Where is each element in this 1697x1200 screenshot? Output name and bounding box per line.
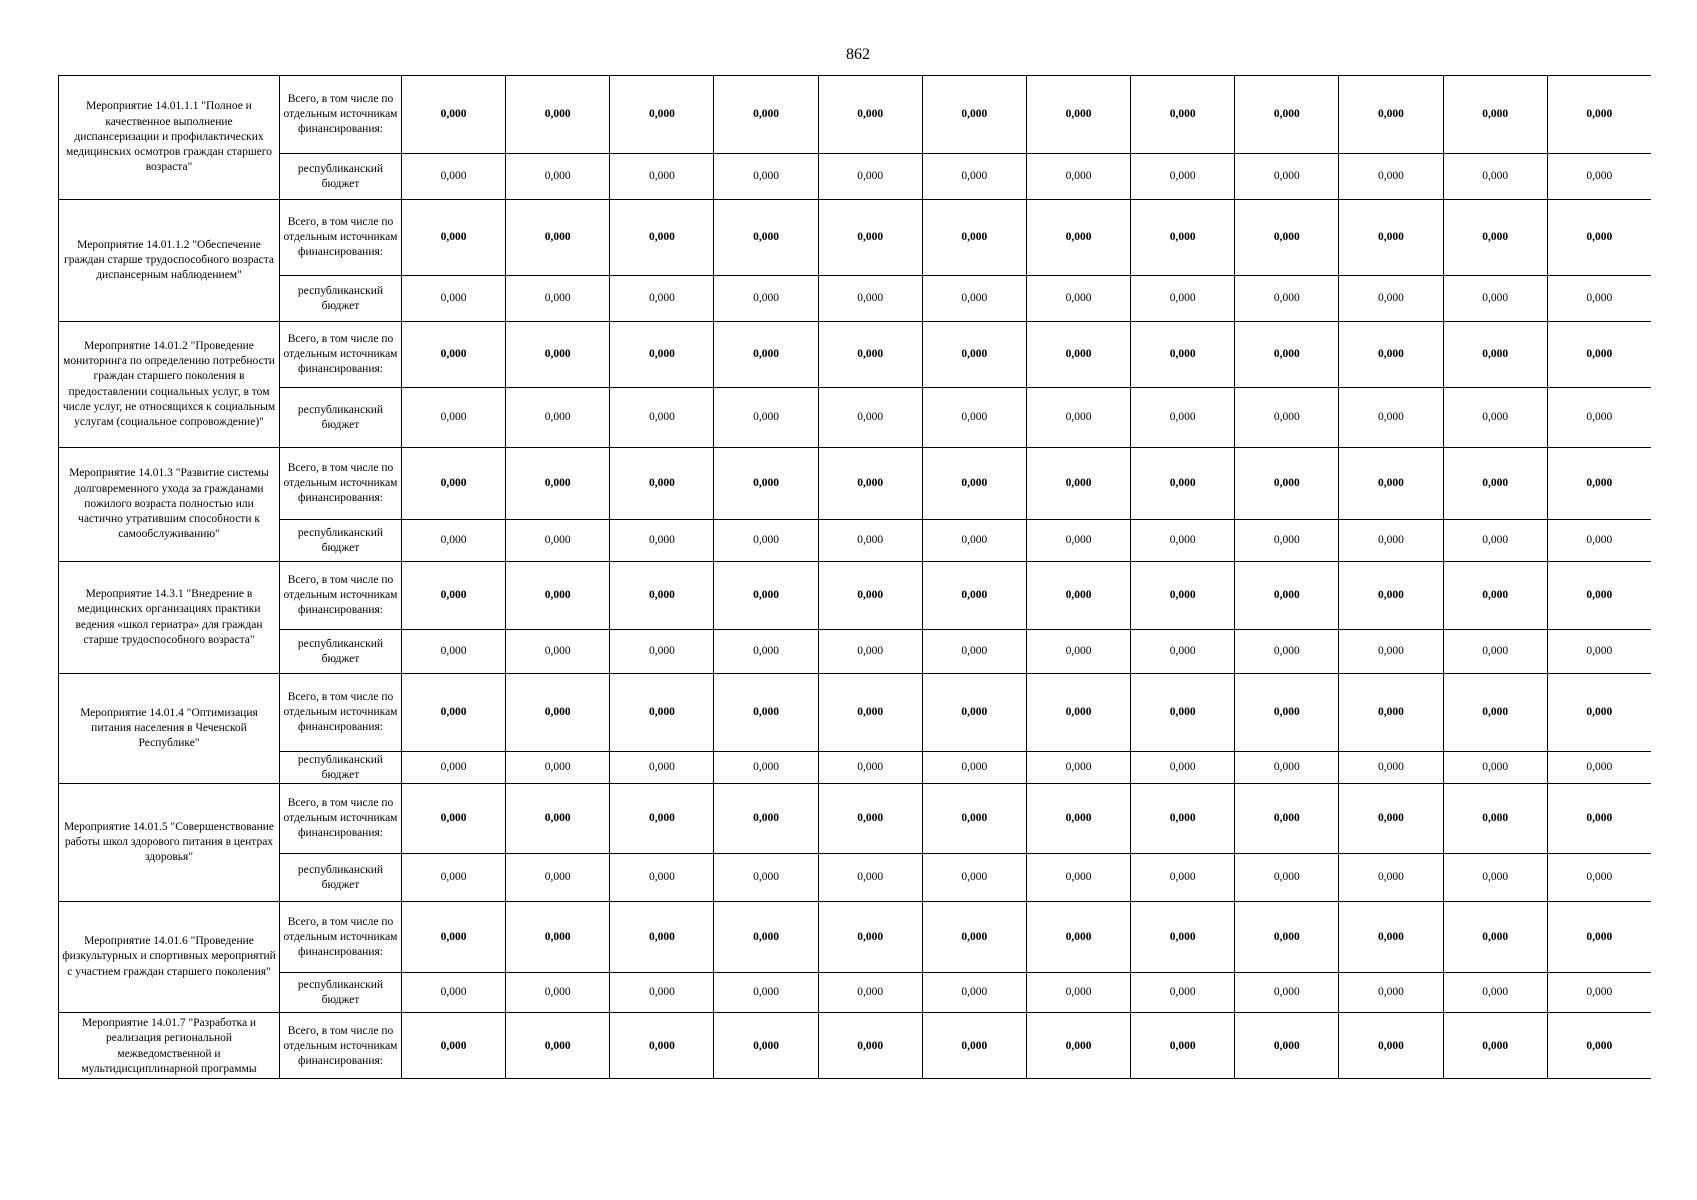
total-value-cell: 0,000	[402, 200, 506, 276]
total-value-cell: 0,000	[1443, 562, 1547, 630]
total-value-cell: 0,000	[1026, 1013, 1130, 1080]
total-value-cell: 0,000	[1443, 200, 1547, 276]
budget-value-cell: 0,000	[1235, 276, 1339, 322]
table-body	[59, 76, 1652, 1080]
budget-value-cell: 0,000	[1443, 276, 1547, 322]
budget-value-cell: 0,000	[1547, 973, 1651, 1013]
total-value-cell: 0,000	[922, 76, 1026, 154]
total-value-cell: 0,000	[610, 902, 714, 973]
budget-value-cell: 0,000	[1026, 154, 1130, 200]
budget-value-cell: 0,000	[818, 973, 922, 1013]
budget-value-cell: 0,000	[1235, 388, 1339, 448]
event-name-cell: Мероприятие 14.01.4 "Оптимизация питания населения в Чеченской Республике"	[59, 674, 280, 784]
source-total-label: Всего, в том числе по отдельным источникам финансирования:	[280, 322, 402, 388]
budget-value-cell: 0,000	[506, 630, 610, 674]
budget-value-cell: 0,000	[714, 154, 818, 200]
budget-value-cell: 0,000	[1339, 154, 1443, 200]
total-value-cell: 0,000	[1547, 562, 1651, 630]
total-value-cell: 0,000	[1339, 200, 1443, 276]
source-budget-label: республиканский бюджет	[280, 854, 402, 902]
total-value-cell: 0,000	[922, 562, 1026, 630]
total-value-cell: 0,000	[1443, 322, 1547, 388]
budget-value-cell: 0,000	[1235, 154, 1339, 200]
budget-value-cell: 0,000	[402, 520, 506, 562]
source-budget-label: республиканский бюджет	[280, 973, 402, 1013]
total-value-cell: 0,000	[610, 200, 714, 276]
table-row-total	[59, 322, 1652, 388]
total-value-cell: 0,000	[1443, 1013, 1547, 1080]
budget-value-cell: 0,000	[922, 276, 1026, 322]
total-value-cell: 0,000	[1026, 902, 1130, 973]
total-value-cell: 0,000	[818, 200, 922, 276]
budget-value-cell: 0,000	[1131, 752, 1235, 784]
budget-value-cell: 0,000	[1443, 154, 1547, 200]
budget-value-cell: 0,000	[1026, 520, 1130, 562]
total-value-cell: 0,000	[1339, 448, 1443, 520]
total-value-cell: 0,000	[610, 674, 714, 752]
budget-value-cell: 0,000	[1339, 752, 1443, 784]
budget-value-cell: 0,000	[1131, 276, 1235, 322]
page-number: 862	[846, 46, 870, 63]
total-value-cell: 0,000	[1131, 1013, 1235, 1080]
budget-value-cell: 0,000	[1443, 854, 1547, 902]
budget-value-cell: 0,000	[1443, 520, 1547, 562]
total-value-cell: 0,000	[506, 562, 610, 630]
budget-value-cell: 0,000	[1339, 388, 1443, 448]
total-value-cell: 0,000	[610, 322, 714, 388]
source-budget-label: республиканский бюджет	[280, 630, 402, 674]
total-value-cell: 0,000	[922, 448, 1026, 520]
budget-value-cell: 0,000	[1547, 752, 1651, 784]
budget-value-cell: 0,000	[610, 388, 714, 448]
source-total-label: Всего, в том числе по отдельным источникам финансирования:	[280, 1013, 402, 1080]
budget-value-cell: 0,000	[1026, 388, 1130, 448]
table-row-budget	[59, 854, 1652, 902]
budget-value-cell: 0,000	[818, 520, 922, 562]
total-value-cell: 0,000	[402, 322, 506, 388]
total-value-cell: 0,000	[506, 902, 610, 973]
total-value-cell: 0,000	[610, 562, 714, 630]
total-value-cell: 0,000	[1131, 200, 1235, 276]
budget-value-cell: 0,000	[1339, 854, 1443, 902]
budget-value-cell: 0,000	[1443, 630, 1547, 674]
total-value-cell: 0,000	[714, 562, 818, 630]
total-value-cell: 0,000	[714, 902, 818, 973]
total-value-cell: 0,000	[922, 902, 1026, 973]
budget-value-cell: 0,000	[1131, 388, 1235, 448]
budget-value-cell: 0,000	[922, 388, 1026, 448]
budget-value-cell: 0,000	[1235, 752, 1339, 784]
event-name-cell: Мероприятие 14.01.6 "Проведение физкультурных и спортивных мероприятий с участием граждан старшего поколения"	[59, 902, 280, 1013]
total-value-cell: 0,000	[1131, 562, 1235, 630]
total-value-cell: 0,000	[714, 674, 818, 752]
table-row-total	[59, 448, 1652, 520]
budget-value-cell: 0,000	[1131, 520, 1235, 562]
funding-table	[58, 75, 1651, 1079]
budget-value-cell: 0,000	[506, 276, 610, 322]
budget-value-cell: 0,000	[402, 154, 506, 200]
total-value-cell: 0,000	[1131, 784, 1235, 854]
total-value-cell: 0,000	[506, 674, 610, 752]
source-total-label: Всего, в том числе по отдельным источникам финансирования:	[280, 562, 402, 630]
total-value-cell: 0,000	[1131, 902, 1235, 973]
budget-value-cell: 0,000	[922, 752, 1026, 784]
total-value-cell: 0,000	[402, 902, 506, 973]
total-value-cell: 0,000	[1026, 562, 1130, 630]
budget-value-cell: 0,000	[506, 752, 610, 784]
budget-value-cell: 0,000	[1026, 276, 1130, 322]
table-row-budget	[59, 520, 1652, 562]
total-value-cell: 0,000	[1547, 1013, 1651, 1080]
total-value-cell: 0,000	[506, 784, 610, 854]
total-value-cell: 0,000	[1026, 200, 1130, 276]
budget-value-cell: 0,000	[402, 388, 506, 448]
total-value-cell: 0,000	[506, 322, 610, 388]
total-value-cell: 0,000	[1339, 322, 1443, 388]
budget-value-cell: 0,000	[610, 854, 714, 902]
source-total-label: Всего, в том числе по отдельным источникам финансирования:	[280, 200, 402, 276]
budget-value-cell: 0,000	[714, 752, 818, 784]
total-value-cell: 0,000	[818, 674, 922, 752]
total-value-cell: 0,000	[402, 784, 506, 854]
budget-value-cell: 0,000	[402, 973, 506, 1013]
source-budget-label: республиканский бюджет	[280, 520, 402, 562]
total-value-cell: 0,000	[1339, 784, 1443, 854]
total-value-cell: 0,000	[1026, 76, 1130, 154]
budget-value-cell: 0,000	[1131, 154, 1235, 200]
total-value-cell: 0,000	[1339, 1013, 1443, 1080]
budget-value-cell: 0,000	[818, 854, 922, 902]
table-row-total	[59, 674, 1652, 752]
total-value-cell: 0,000	[402, 448, 506, 520]
source-budget-label: республиканский бюджет	[280, 388, 402, 448]
budget-value-cell: 0,000	[1547, 388, 1651, 448]
source-budget-label: республиканский бюджет	[280, 154, 402, 200]
budget-value-cell: 0,000	[506, 388, 610, 448]
total-value-cell: 0,000	[1547, 674, 1651, 752]
budget-value-cell: 0,000	[610, 752, 714, 784]
total-value-cell: 0,000	[1026, 674, 1130, 752]
total-value-cell: 0,000	[506, 76, 610, 154]
budget-value-cell: 0,000	[610, 973, 714, 1013]
total-value-cell: 0,000	[610, 1013, 714, 1080]
total-value-cell: 0,000	[818, 562, 922, 630]
source-total-label: Всего, в том числе по отдельным источникам финансирования:	[280, 784, 402, 854]
table-row-budget	[59, 154, 1652, 200]
budget-value-cell: 0,000	[506, 854, 610, 902]
table-row-total	[59, 562, 1652, 630]
total-value-cell: 0,000	[1443, 784, 1547, 854]
table-row-total	[59, 200, 1652, 276]
budget-value-cell: 0,000	[1131, 630, 1235, 674]
total-value-cell: 0,000	[1547, 76, 1651, 154]
budget-value-cell: 0,000	[1443, 752, 1547, 784]
budget-value-cell: 0,000	[1026, 973, 1130, 1013]
total-value-cell: 0,000	[714, 200, 818, 276]
budget-value-cell: 0,000	[402, 854, 506, 902]
total-value-cell: 0,000	[922, 784, 1026, 854]
table-row-total	[59, 784, 1652, 854]
budget-value-cell: 0,000	[402, 752, 506, 784]
total-value-cell: 0,000	[610, 448, 714, 520]
budget-value-cell: 0,000	[402, 276, 506, 322]
budget-value-cell: 0,000	[922, 854, 1026, 902]
table-row-total	[59, 902, 1652, 973]
budget-value-cell: 0,000	[1235, 630, 1339, 674]
total-value-cell: 0,000	[922, 200, 1026, 276]
total-value-cell: 0,000	[1026, 322, 1130, 388]
source-budget-label: республиканский бюджет	[280, 276, 402, 322]
budget-value-cell: 0,000	[714, 854, 818, 902]
total-value-cell: 0,000	[1547, 784, 1651, 854]
total-value-cell: 0,000	[506, 200, 610, 276]
budget-value-cell: 0,000	[610, 154, 714, 200]
total-value-cell: 0,000	[1339, 674, 1443, 752]
budget-value-cell: 0,000	[1339, 630, 1443, 674]
budget-value-cell: 0,000	[714, 520, 818, 562]
total-value-cell: 0,000	[1026, 784, 1130, 854]
budget-value-cell: 0,000	[1339, 276, 1443, 322]
total-value-cell: 0,000	[1547, 200, 1651, 276]
total-value-cell: 0,000	[1443, 902, 1547, 973]
total-value-cell: 0,000	[818, 322, 922, 388]
table-row-budget	[59, 276, 1652, 322]
event-name-cell: Мероприятие 14.3.1 "Внедрение в медицинских организациях практики ведения «школ гериатра» для граждан старше трудоспособного возраста"	[59, 562, 280, 674]
total-value-cell: 0,000	[922, 322, 1026, 388]
budget-value-cell: 0,000	[506, 154, 610, 200]
total-value-cell: 0,000	[714, 784, 818, 854]
total-value-cell: 0,000	[1235, 902, 1339, 973]
budget-value-cell: 0,000	[922, 520, 1026, 562]
budget-value-cell: 0,000	[818, 154, 922, 200]
table-row-budget	[59, 630, 1652, 674]
total-value-cell: 0,000	[1443, 448, 1547, 520]
total-value-cell: 0,000	[922, 674, 1026, 752]
budget-value-cell: 0,000	[1235, 854, 1339, 902]
total-value-cell: 0,000	[1235, 448, 1339, 520]
total-value-cell: 0,000	[1547, 322, 1651, 388]
budget-value-cell: 0,000	[506, 973, 610, 1013]
budget-value-cell: 0,000	[1131, 973, 1235, 1013]
total-value-cell: 0,000	[818, 76, 922, 154]
total-value-cell: 0,000	[1339, 902, 1443, 973]
table-row-budget	[59, 388, 1652, 448]
total-value-cell: 0,000	[1131, 674, 1235, 752]
total-value-cell: 0,000	[402, 674, 506, 752]
table-row-total	[59, 1013, 1652, 1080]
source-total-label: Всего, в том числе по отдельным источникам финансирования:	[280, 448, 402, 520]
total-value-cell: 0,000	[1131, 76, 1235, 154]
total-value-cell: 0,000	[714, 1013, 818, 1080]
total-value-cell: 0,000	[714, 448, 818, 520]
budget-value-cell: 0,000	[922, 630, 1026, 674]
total-value-cell: 0,000	[1339, 562, 1443, 630]
total-value-cell: 0,000	[1235, 76, 1339, 154]
total-value-cell: 0,000	[1235, 784, 1339, 854]
budget-value-cell: 0,000	[1339, 973, 1443, 1013]
total-value-cell: 0,000	[1235, 200, 1339, 276]
budget-value-cell: 0,000	[818, 752, 922, 784]
event-name-cell: Мероприятие 14.01.1.2 "Обеспечение граждан старше трудоспособного возраста диспансерным наблюдением"	[59, 200, 280, 322]
total-value-cell: 0,000	[610, 784, 714, 854]
total-value-cell: 0,000	[610, 76, 714, 154]
total-value-cell: 0,000	[1547, 448, 1651, 520]
funding-table-wrapper	[58, 75, 1651, 1079]
total-value-cell: 0,000	[1235, 322, 1339, 388]
budget-value-cell: 0,000	[1131, 854, 1235, 902]
total-value-cell: 0,000	[818, 902, 922, 973]
budget-value-cell: 0,000	[1235, 973, 1339, 1013]
source-total-label: Всего, в том числе по отдельным источникам финансирования:	[280, 76, 402, 154]
source-budget-label: республиканский бюджет	[280, 752, 402, 784]
budget-value-cell: 0,000	[1547, 854, 1651, 902]
budget-value-cell: 0,000	[1547, 630, 1651, 674]
budget-value-cell: 0,000	[1443, 973, 1547, 1013]
total-value-cell: 0,000	[506, 1013, 610, 1080]
budget-value-cell: 0,000	[1547, 276, 1651, 322]
source-total-label: Всего, в том числе по отдельным источникам финансирования:	[280, 902, 402, 973]
total-value-cell: 0,000	[714, 76, 818, 154]
total-value-cell: 0,000	[1339, 76, 1443, 154]
source-total-label: Всего, в том числе по отдельным источникам финансирования:	[280, 674, 402, 752]
budget-value-cell: 0,000	[1547, 520, 1651, 562]
budget-value-cell: 0,000	[1026, 752, 1130, 784]
event-name-cell: Мероприятие 14.01.7 "Разработка и реализация региональной межведомственной и мультидисциплинарной программы	[59, 1013, 280, 1080]
budget-value-cell: 0,000	[818, 276, 922, 322]
budget-value-cell: 0,000	[714, 630, 818, 674]
total-value-cell: 0,000	[818, 448, 922, 520]
event-name-cell: Мероприятие 14.01.3 "Развитие системы долговременного ухода за гражданами пожилого возраста полностью или частично утратившим способности к самообслуживанию"	[59, 448, 280, 562]
total-value-cell: 0,000	[1235, 1013, 1339, 1080]
total-value-cell: 0,000	[402, 1013, 506, 1080]
budget-value-cell: 0,000	[506, 520, 610, 562]
budget-value-cell: 0,000	[818, 630, 922, 674]
total-value-cell: 0,000	[714, 322, 818, 388]
budget-value-cell: 0,000	[714, 276, 818, 322]
total-value-cell: 0,000	[1131, 448, 1235, 520]
budget-value-cell: 0,000	[714, 973, 818, 1013]
budget-value-cell: 0,000	[1339, 520, 1443, 562]
budget-value-cell: 0,000	[714, 388, 818, 448]
total-value-cell: 0,000	[1131, 322, 1235, 388]
total-value-cell: 0,000	[1026, 448, 1130, 520]
total-value-cell: 0,000	[1443, 76, 1547, 154]
budget-value-cell: 0,000	[1026, 630, 1130, 674]
event-name-cell: Мероприятие 14.01.1.1 "Полное и качественное выполнение диспансеризации и профилактических медицинских осмотров граждан старшего возраста"	[59, 76, 280, 200]
budget-value-cell: 0,000	[610, 276, 714, 322]
budget-value-cell: 0,000	[1547, 154, 1651, 200]
total-value-cell: 0,000	[1235, 562, 1339, 630]
total-value-cell: 0,000	[818, 1013, 922, 1080]
budget-value-cell: 0,000	[922, 973, 1026, 1013]
budget-value-cell: 0,000	[610, 520, 714, 562]
table-row-budget	[59, 752, 1652, 784]
event-name-cell: Мероприятие 14.01.5 "Совершенствование работы школ здорового питания в центрах здоровья"	[59, 784, 280, 902]
table-row-total	[59, 76, 1652, 154]
table-row-budget	[59, 973, 1652, 1013]
total-value-cell: 0,000	[1547, 902, 1651, 973]
budget-value-cell: 0,000	[1443, 388, 1547, 448]
budget-value-cell: 0,000	[1026, 854, 1130, 902]
total-value-cell: 0,000	[402, 76, 506, 154]
budget-value-cell: 0,000	[1235, 520, 1339, 562]
total-value-cell: 0,000	[402, 562, 506, 630]
event-name-cell: Мероприятие 14.01.2 "Проведение мониторинга по определению потребности граждан старшего поколения в предоставлении социальных услуг, в том числе услуг, не относящихся к социальным услугам (социальное сопровождение)"	[59, 322, 280, 448]
total-value-cell: 0,000	[506, 448, 610, 520]
total-value-cell: 0,000	[818, 784, 922, 854]
total-value-cell: 0,000	[1443, 674, 1547, 752]
total-value-cell: 0,000	[922, 1013, 1026, 1080]
budget-value-cell: 0,000	[610, 630, 714, 674]
budget-value-cell: 0,000	[922, 154, 1026, 200]
total-value-cell: 0,000	[1235, 674, 1339, 752]
budget-value-cell: 0,000	[402, 630, 506, 674]
budget-value-cell: 0,000	[818, 388, 922, 448]
